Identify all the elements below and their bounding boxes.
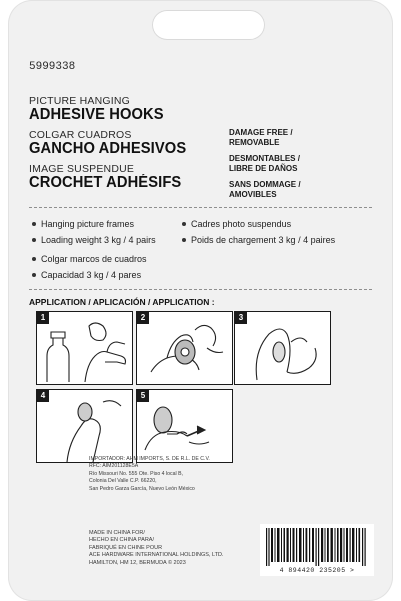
remove-strip-illustration [137,390,232,462]
made-line: FABRIQUÉ EN CHINE POUR [89,544,163,551]
feature-item [32,235,156,245]
feature-text: Hanging picture frames [41,219,135,229]
importer-line: San Pedro Garza García, Nuevo León México [89,485,195,492]
bullet-icon [182,222,186,226]
divider [29,289,372,290]
feature-item [32,254,147,264]
step-number: 5 [137,390,149,402]
title-en-large: ADHESIVE HOOKS [29,106,164,123]
title-es-small: COLGAR CUADROS [29,129,132,141]
divider [29,207,372,208]
bullet-icon [182,238,186,242]
barcode [260,524,374,576]
feature-item [182,219,291,229]
claim-sans-dommage [229,180,301,200]
claim-desmontables [229,154,300,174]
step-number: 4 [37,390,49,402]
feature-item [32,270,141,280]
bullet-icon [32,273,36,277]
claim-damage-free [229,128,293,148]
title-es-large: GANCHO ADHESIVOS [29,140,187,157]
barcode-bars-icon [266,528,368,566]
made-line: ACE HARDWARE INTERNATIONAL HOLDINGS, LTD. [89,552,224,559]
step-2-panel [136,311,233,385]
importer-line: IMPORTADOR: AHM IMPORTS, S. DE R.L. DE C.V. [89,456,210,462]
claim-line: LIBRE DE DAÑOS [229,164,298,173]
importer-info [89,456,210,493]
press-hook-illustration [235,312,330,384]
manufacturer-info [89,530,223,567]
step-4-panel [36,389,133,463]
hang-frame-illustration [37,390,132,462]
importer-line: RFC: AIM201128E5A [89,463,139,470]
step-3-panel [234,311,331,385]
peel-backing-illustration [137,312,232,384]
feature-item [182,235,335,245]
feature-text: Cadres photo suspendus [191,219,292,229]
bullet-icon [32,257,36,261]
feature-text: Capacidad 3 kg / 4 pares [41,270,142,280]
bullet-icon [32,222,36,226]
title-fr-small: IMAGE SUSPENDUE [29,163,135,175]
feature-text: Colgar marcos de cuadros [41,254,147,264]
title-en-small: PICTURE HANGING [29,95,131,107]
step-number: 2 [137,312,149,324]
title-fr-large: CROCHET ADHÉSIFS [29,174,182,191]
feature-item [32,219,134,229]
claim-line: REMOVABLE [229,138,280,147]
step-number: 1 [37,312,49,324]
claim-line: SANS DOMMAGE / [229,180,301,189]
made-line: HECHO EN CHINA PARA/ [89,537,154,544]
clean-surface-illustration [37,312,132,384]
made-line: HAMILTON, HM 12, BERMUDA © 2023 [89,559,186,566]
bullet-icon [32,238,36,242]
step-5-panel [136,389,233,463]
hang-hole [152,10,265,40]
barcode-number: 4 894420 235205 > [279,567,355,574]
feature-text: Loading weight 3 kg / 4 pairs [41,235,156,245]
claim-line: DAMAGE FREE / [229,128,293,137]
step-1-panel [36,311,133,385]
sku-number: 5999338 [29,61,76,73]
step-number: 3 [235,312,247,324]
importer-line: Colonia Del Valle C.P. 66220, [89,478,157,485]
made-line: MADE IN CHINA FOR/ [89,530,145,536]
claim-line: AMOVIBLES [229,190,277,199]
application-heading: APPLICATION / APLICACIÓN / APPLICATION : [29,297,215,307]
importer-line: Río Missouri No. 555 Ote. Piso 4 local B, [89,470,183,477]
feature-text: Poids de chargement 3 kg / 4 paires [191,235,336,245]
claim-line: DESMONTABLES / [229,154,300,163]
